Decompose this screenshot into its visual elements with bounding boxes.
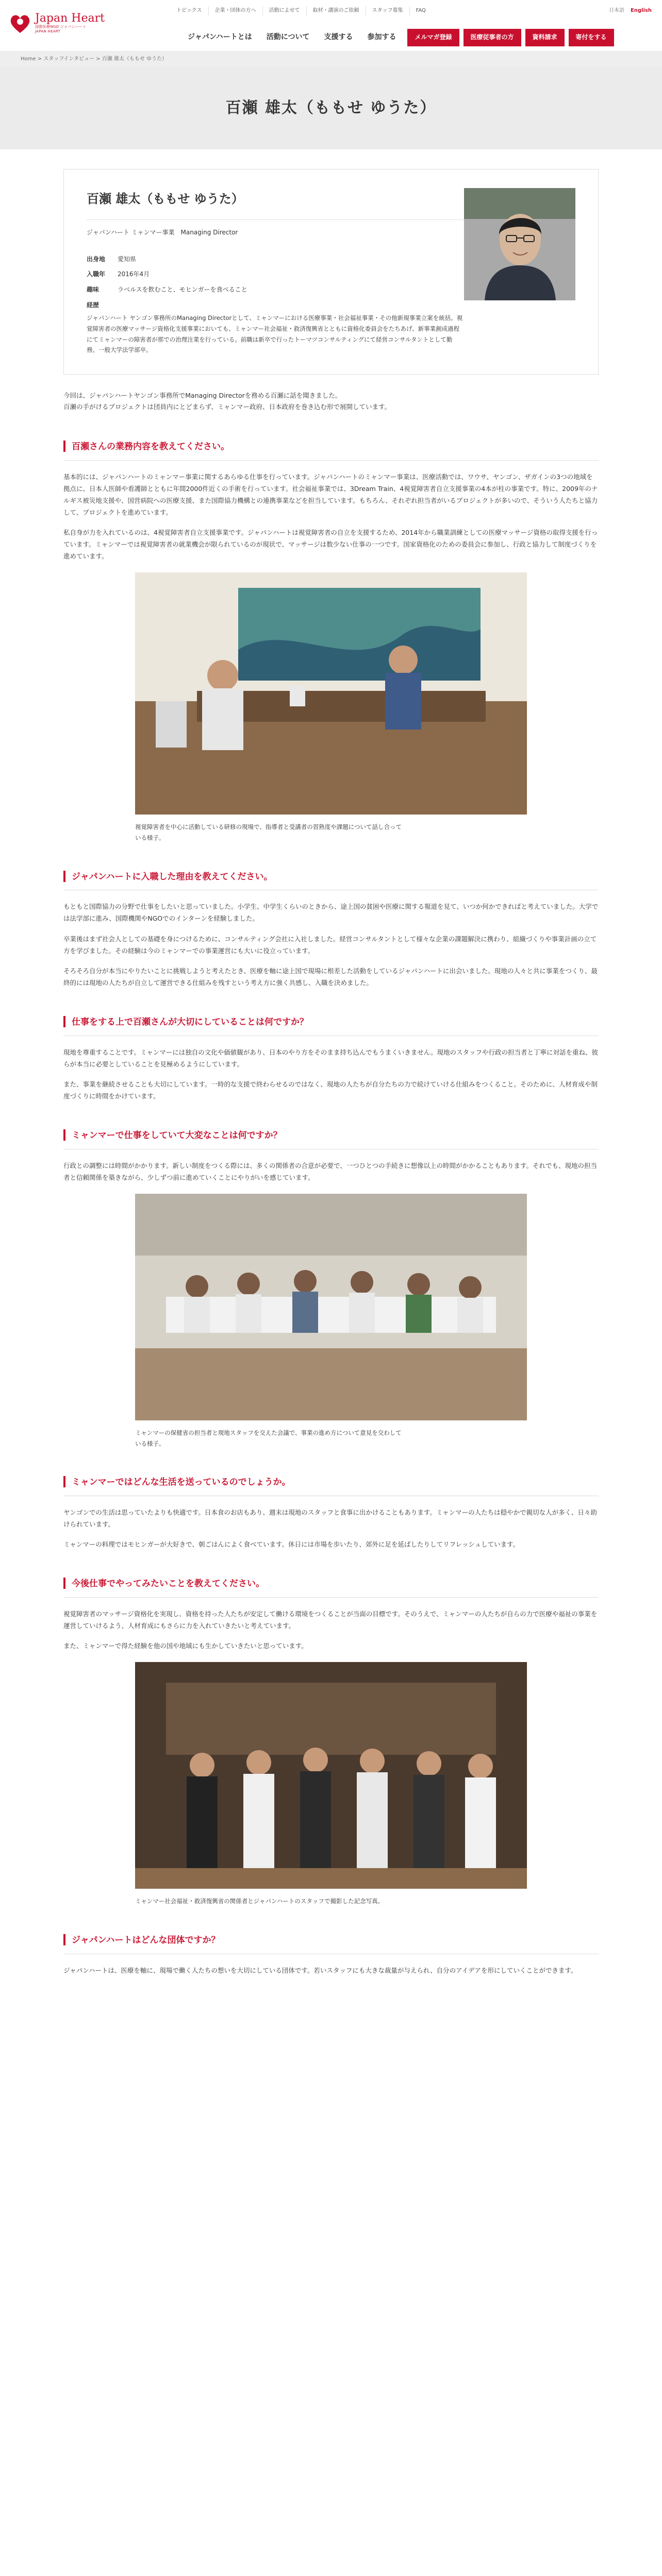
profile-name: 百瀬 雄太（ももせ ゆうた） bbox=[87, 188, 464, 220]
meta-key: 入職年 bbox=[87, 270, 106, 278]
japan-heart-logo-icon bbox=[8, 11, 32, 35]
lang-en-link[interactable]: English bbox=[630, 8, 652, 13]
section-paragraph: ヤンゴンでの生活は思っていたよりも快適です。日本食のお店もあり、週末は現地のスタッフと食事に出かけることもあります。ミャンマーの人たちは穏やかで親切な人が多く、日々助けられています。 bbox=[63, 1509, 597, 1529]
medical-staff-button[interactable]: 医療従事者の方 bbox=[464, 29, 521, 46]
donate-button[interactable]: 寄付をする bbox=[569, 29, 614, 46]
section-title: ジャパンハートはどんな団体ですか？ bbox=[63, 1927, 599, 1954]
intro-text bbox=[63, 390, 599, 413]
section-paragraph: 卒業後はまず社会人としての基礎を身につけるために、コンサルティング会社に入社しました。経営コンサルタントとして様々な企業の課題解決に携わり、組織づくりや事業計画の立て方を学びました。その経験は今のミャンマーでの事業運営にも大いに役立っています。 bbox=[63, 935, 597, 955]
main-nav bbox=[180, 29, 614, 46]
logo-sub-line1: 国際医療NGO ジャパンハート bbox=[35, 25, 87, 29]
meta-key: 趣味 bbox=[87, 285, 100, 293]
page-hero bbox=[0, 67, 662, 149]
topnav-faq[interactable]: FAQ bbox=[409, 6, 432, 15]
topnav-press[interactable]: 取材・講演のご依頼 bbox=[306, 6, 366, 15]
section-title: ジャパンハートに入職した理由を教えてください。 bbox=[63, 864, 599, 891]
page-title: 百瀬 雄太（ももせ ゆうた） bbox=[225, 99, 437, 117]
group-photo-image-icon bbox=[135, 1662, 527, 1889]
profile-bio-label: 経歴 bbox=[87, 301, 100, 309]
site-logo[interactable] bbox=[8, 11, 105, 35]
article-content bbox=[50, 169, 612, 1976]
section-title: 仕事をする上で百瀬さんが大切にしていることは何ですか？ bbox=[63, 1009, 599, 1036]
section-paragraph: もともと国際協力の分野で仕事をしたいと思っていました。小学生、中学生くらいのときから、途上国の貧困や医療に関する報道を見て、いつか何かできればと考えていました。大学では法学部に進み、国際機関やNGOでのインターンを経験しました。 bbox=[63, 903, 599, 923]
meeting-photo bbox=[135, 572, 527, 815]
figure-caption: ミャンマーの保健省の担当者と現地スタッフを交えた会議で、事業の進め方について意見を交わしている様子。 bbox=[135, 1429, 402, 1447]
request-docs-button[interactable]: 資料請求 bbox=[525, 29, 565, 46]
profile-bio: ジャパンハート ヤンゴン事務所のManaging Directorとして、ミャンマーにおける医療事業・社会福祉事業・その他新規事業立案を統括。視覚障害者の医療マッサージ資格化支援事業においても、ミャンマー社会福祉・救済復興省とともに資格化委員会をたちあげ、新事業創成過程にてミャンマーの障害者が那での治理注業を行っている。前職は新卒で行ったトーマツコンサルティングにて経営コンサルタントとして勤務。一般大学法学部卒。 bbox=[87, 314, 463, 354]
newsletter-button[interactable]: メルマガ登録 bbox=[407, 29, 459, 46]
figure-conference bbox=[135, 1194, 527, 1449]
topnav-topics[interactable]: トピックス bbox=[176, 8, 202, 13]
profile-meta-row bbox=[87, 284, 464, 296]
logo-name: Japan Heart bbox=[35, 11, 105, 25]
section-paragraph: ジャパンハートは、医療を軸に、現場で働く人たちの想いを大切にしている団体です。若いスタッフにも大きな裁量が与えられ、自分のアイデアを形にしていくことができます。 bbox=[63, 1966, 577, 1974]
conference-room-image-icon bbox=[135, 1194, 527, 1420]
office-meeting-image-icon bbox=[135, 572, 527, 815]
topnav-recruit[interactable]: スタッフ募集 bbox=[366, 6, 409, 15]
section-paragraph: また、事業を継続させることも大切にしています。一時的な支援で終わらせるのではなく、現地の人たちが自分たちの力で続けていける仕組みをつくること。そのために、人材育成や制度づくりに時間をかけています。 bbox=[63, 1080, 598, 1100]
topnav-corporate[interactable]: 企業・団体の方へ bbox=[208, 6, 262, 15]
profile-role: ジャパンハート ミャンマー事業 Managing Director bbox=[87, 229, 238, 236]
language-switcher bbox=[609, 6, 652, 15]
section-paragraph: そろそろ自分が本当にやりたいことに挑戦しようと考えたとき、医療を軸に途上国で現場に根差した活動をしているジャパンハートに出会いました。現地の人々と共に事業をつくり、最終的には現地の人たちが自立して運営できる仕組みを残すという考え方に強く共感し、入職を決めました。 bbox=[63, 967, 598, 987]
profile-meta bbox=[87, 254, 464, 296]
section-paragraph: また、ミャンマーで得た経験を他の国や地域にも生かしていきたいと思っています。 bbox=[63, 1642, 308, 1650]
profile-meta-row bbox=[87, 269, 464, 280]
section-paragraph: 現地を尊重することです。ミャンマーには独自の文化や価値観があり、日本のやり方をそのまま持ち込んでもうまくいきません。現地のスタッフや行政の担当者と丁寧に対話を重ね、彼らが本当に必要としていることを見極めるようにしています。 bbox=[63, 1048, 599, 1068]
section-title: 百瀬さんの業務内容を教えてください。 bbox=[63, 434, 599, 461]
section-paragraph: ミャンマーの料理ではモヒンガーが大好きで、朝ごはんによく食べています。休日には市場を歩いたり、郊外に足を延ばしたりしてリフレッシュしています。 bbox=[63, 1540, 520, 1549]
lang-ja-link[interactable]: 日本語 bbox=[608, 8, 624, 13]
meta-value: 愛知県 bbox=[118, 255, 137, 263]
nav-support[interactable]: 支援する bbox=[324, 33, 353, 42]
section-paragraph: 行政との調整には時間がかかります。新しい制度をつくる際には、多くの関係者の合意が必要で、一つひとつの手続きに想像以上の時間がかかることもあります。それでも、現地の担当者と信頼関係を築きながら、少しずつ前に進めていくことにやりがいを感じています。 bbox=[63, 1161, 598, 1181]
nav-about[interactable]: ジャパンハートとは bbox=[188, 33, 252, 42]
nav-join[interactable]: 参加する bbox=[367, 33, 396, 42]
meta-value: ラベルスを飲むこと、モヒンガーを食べること bbox=[118, 285, 247, 293]
figure-caption: 視覚障害者を中心に活動している研修の現場で、指導者と受講者の習熟度や課題について話し合っている様子。 bbox=[135, 823, 402, 842]
breadcrumb[interactable]: Home > スタッフインタビュー > 百瀬 雄太（ももせ ゆうた） bbox=[0, 52, 662, 67]
portrait-image-icon bbox=[464, 188, 575, 300]
utility-nav bbox=[170, 6, 432, 15]
profile-meta-row bbox=[87, 254, 464, 265]
figure-meeting bbox=[135, 572, 527, 843]
section-paragraph: 基本的には、ジャパンハートのミャンマー事業に関するあらゆる仕事を行っています。ジャパンハートのミャンマー事業は、医療活動では、ワウサ、ヤンゴン、ザガインの3つの地域を拠点に、日本人医師や看護師とともに年間2000件近くの手術を行っています。社会福祉事業では、3Dream Train、4視覚障害者自立支援事業の4本が柱の事業です。特に、2009年のナルギス被災地支援や、国営病院への医療支援、また国際協力機構との連携事業などを担当しています。もちろん、それぞれ担当者がいるプロジェクトが多いので、そういう人たちと協力して、プロジェクトを進めています。 bbox=[63, 472, 598, 516]
topnav-messages[interactable]: 活動によせて bbox=[262, 6, 306, 15]
logo-sub-line2: JAPAN HEART bbox=[35, 29, 61, 34]
section-paragraph: 私自身が力を入れているのは、4視覚障害者自立支援事業です。ジャパンハートは視覚障害者の自立を支援するため、2014年から職業訓練としての医療マッサージ資格の取得支援を行っています。ミャンマーでは視覚障害者の就業機会が限られているのが現状で、マッサージは数少ない仕事の一つです。国家資格化のための委員会に参加し、行政と協力して制度づくりを進めています。 bbox=[63, 529, 598, 561]
profile-card bbox=[63, 169, 599, 375]
nav-activities[interactable]: 活動について bbox=[266, 33, 310, 42]
conference-photo bbox=[135, 1194, 527, 1420]
site-header bbox=[0, 0, 662, 52]
meta-key: 出身地 bbox=[87, 255, 106, 263]
group-photo bbox=[135, 1662, 527, 1889]
profile-photo bbox=[464, 188, 575, 300]
meta-value: 2016年4月 bbox=[118, 270, 150, 278]
section-title: ミャンマーではどんな生活を送っているのでしょうか。 bbox=[63, 1469, 599, 1496]
figure-group-photo bbox=[135, 1662, 527, 1907]
section-title: ミャンマーで仕事をしていて大変なことは何ですか？ bbox=[63, 1123, 599, 1149]
section-title: 今後仕事でやってみたいことを教えてください。 bbox=[63, 1571, 599, 1598]
section-paragraph: 視覚障害者のマッサージ資格化を実現し、資格を持った人たちが安定して働ける環境をつくることが当面の目標です。そのうえで、ミャンマーの人たちが自らの力で医療や福祉の事業を運営していけるよう、人材育成にもさらに力を入れていきたいと考えています。 bbox=[63, 1609, 598, 1630]
figure-caption: ミャンマー社会福祉・救済復興省の関係者とジャパンハートのスタッフで撮影した記念写真。 bbox=[135, 1897, 384, 1905]
intro-paragraph: 今回は、ジャパンハートヤンゴン事務所でManaging Directorを務める百瀬に話を聞きました。 百瀬の手がけるプロジェクトは団員内にとどまらず、ミャンマー政府、日本政府を巻き込む形で展開しています。 bbox=[63, 391, 391, 411]
